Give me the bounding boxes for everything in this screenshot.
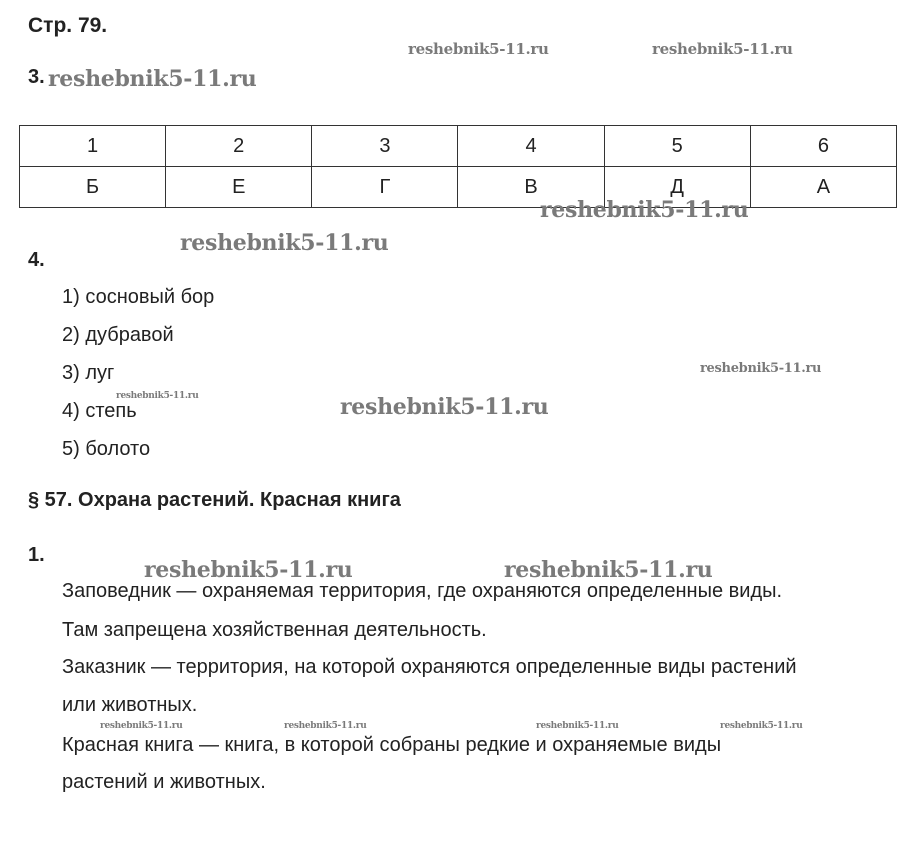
watermark: reshebnik5-11.ru	[652, 40, 793, 58]
watermark: reshebnik5-11.ru	[700, 361, 822, 376]
paragraph-line: Красная книга — книга, в которой собраны редкие и охраняемые виды	[62, 734, 722, 756]
watermark: reshebnik5-11.ru	[116, 391, 199, 401]
paragraph-line: растений и животных.	[62, 771, 266, 793]
watermark: reshebnik5-11.ru	[340, 394, 549, 420]
table-cell: 4	[458, 126, 604, 167]
table-cell: 6	[750, 126, 896, 167]
paragraph-line: Заказник — территория, на которой охраняются определенные виды растений	[62, 656, 797, 678]
table-cell: 1	[20, 126, 166, 167]
task-3-number: 3.	[28, 66, 45, 88]
paragraph-line: Там запрещена хозяйственная деятельность.	[62, 619, 487, 641]
list-item: 1) сосновый бор	[62, 286, 215, 308]
table-row-numbers	[20, 126, 897, 167]
watermark: reshebnik5-11.ru	[720, 721, 803, 731]
watermark: reshebnik5-11.ru	[180, 230, 389, 256]
watermark: reshebnik5-11.ru	[100, 721, 183, 731]
table-cell: Е	[166, 167, 312, 208]
watermark: reshebnik5-11.ru	[536, 721, 619, 731]
table-cell: 3	[312, 126, 458, 167]
table-cell: Г	[312, 167, 458, 208]
table-row-answers	[20, 167, 897, 208]
watermark: reshebnik5-11.ru	[540, 197, 749, 223]
watermark: reshebnik5-11.ru	[504, 557, 713, 583]
paragraph-line: Заповедник — охраняемая территория, где охраняются определенные виды.	[62, 580, 783, 602]
watermark: reshebnik5-11.ru	[284, 721, 367, 731]
section-heading: § 57. Охрана растений. Красная книга	[28, 489, 401, 511]
table-cell: 2	[166, 126, 312, 167]
list-item: 4) степь	[62, 400, 137, 422]
list-item: 2) дубравой	[62, 324, 174, 346]
table-cell: Д	[604, 167, 750, 208]
task-1-number: 1.	[28, 544, 45, 566]
table-cell: Б	[20, 167, 166, 208]
table-cell: А	[750, 167, 896, 208]
watermark: reshebnik5-11.ru	[408, 40, 549, 58]
answer-table	[19, 125, 897, 208]
watermark: reshebnik5-11.ru	[48, 66, 257, 92]
list-item: 5) болото	[62, 438, 151, 460]
paragraph-line: или животных.	[62, 694, 198, 716]
table-cell: В	[458, 167, 604, 208]
task-4-number: 4.	[28, 249, 45, 271]
table-cell: 5	[604, 126, 750, 167]
watermark: reshebnik5-11.ru	[144, 557, 353, 583]
page-label: Стр. 79.	[28, 14, 108, 37]
list-item: 3) луг	[62, 362, 115, 384]
